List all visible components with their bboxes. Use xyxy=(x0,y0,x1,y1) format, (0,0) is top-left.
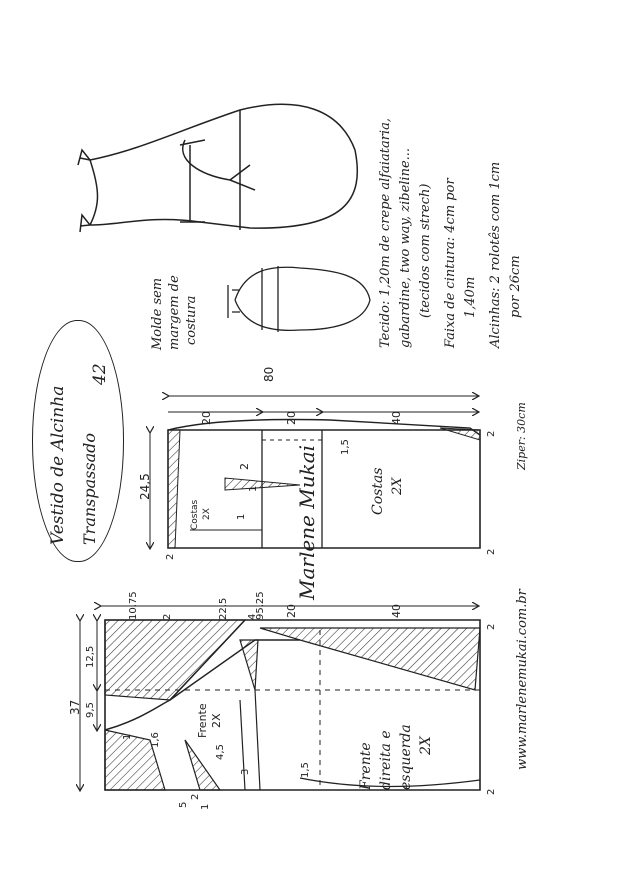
signature: Marlene Mukai xyxy=(295,444,319,600)
dress-illustration-large xyxy=(78,104,357,232)
front-top1: 12,5 xyxy=(85,645,96,668)
front-h2: 2 xyxy=(162,613,173,620)
title-oval xyxy=(32,320,124,562)
materials-line3: (tecidos com strech) xyxy=(418,183,433,318)
front-main-label4: 2X xyxy=(418,736,434,755)
front-h5: 95,25 xyxy=(255,591,266,620)
front-total: 37 xyxy=(68,699,82,715)
front-top2: 9,5 xyxy=(85,702,96,718)
title-line1: Vestido de Alcinha xyxy=(48,385,68,545)
front-bust-b: 1,6 xyxy=(150,732,161,748)
front-low-a: 5 xyxy=(178,801,189,808)
front-low-c: 4,5 xyxy=(215,744,226,760)
materials-line4: Faixa de cintura: 4cm por xyxy=(443,178,458,348)
back-small-label1: Costas xyxy=(190,499,200,530)
back-dart-w: 2 xyxy=(238,463,251,470)
materials-line7: por 26cm xyxy=(508,255,523,318)
title-size: 42 xyxy=(90,363,110,385)
front-small-label2: 2X xyxy=(210,713,223,728)
back-seg-c: 40 xyxy=(390,411,403,425)
front-main-label2: direita e xyxy=(378,730,394,790)
back-main-label2: 2X xyxy=(390,477,405,495)
front-h1: 10,75 xyxy=(128,591,139,620)
materials-line1: Tecido: 1,20m de crepe alfaiataria, xyxy=(378,118,393,348)
front-h3: 22,5 xyxy=(218,597,229,620)
zipper-note: Ziper: 30cm xyxy=(515,402,528,470)
mold-note-line3: costura xyxy=(184,295,199,345)
back-depth: 24,5 xyxy=(138,473,152,500)
front-main-label3: esquerda xyxy=(398,724,414,790)
materials-line2: gabardine, two way, zibeline... xyxy=(398,147,413,348)
back-total: 80 xyxy=(262,366,276,382)
front-h4: 4 xyxy=(247,613,258,620)
back-dart-a: 1 xyxy=(248,485,259,492)
back-curve: 1,5 xyxy=(340,439,351,455)
front-seg-a: 20 xyxy=(285,604,298,618)
dress-illustration-small xyxy=(228,266,370,332)
back-small-label2: 2X xyxy=(202,508,212,520)
front-seg-b: 40 xyxy=(390,604,403,618)
back-edge-left: 2 xyxy=(165,553,176,560)
front-edge-right: 2 xyxy=(486,623,497,630)
materials-line5: 1,40m xyxy=(463,276,478,318)
back-main-label1: Costas xyxy=(370,467,386,515)
front-low-e: 1,5 xyxy=(300,762,311,778)
back-edge-bottom: 2 xyxy=(486,548,497,555)
website: www.marlenemukai.com.br xyxy=(515,589,530,770)
mold-note-line2: margem de xyxy=(167,275,182,350)
front-low-b: 1 xyxy=(200,803,211,810)
mold-note-line1: Molde sem xyxy=(150,277,165,350)
back-edge-top: 2 xyxy=(486,430,497,437)
front-edge-bottom: 2 xyxy=(486,788,497,795)
title-line2: Transpassado xyxy=(80,433,99,545)
front-low-d: 3 xyxy=(240,768,251,775)
materials-line6: Alcinhas: 2 rolotês com 1cm xyxy=(488,161,503,348)
front-bust-c: 2 xyxy=(190,793,201,800)
back-seg-b: 20 xyxy=(285,411,298,425)
back-seg-a: 20 xyxy=(200,411,213,425)
back-dart-b: 1 xyxy=(236,513,247,520)
front-bust-a: 1 xyxy=(122,733,133,740)
front-small-label1: Frente xyxy=(196,703,209,738)
front-pattern-piece xyxy=(80,606,480,790)
front-main-label1: Frente xyxy=(358,742,374,790)
